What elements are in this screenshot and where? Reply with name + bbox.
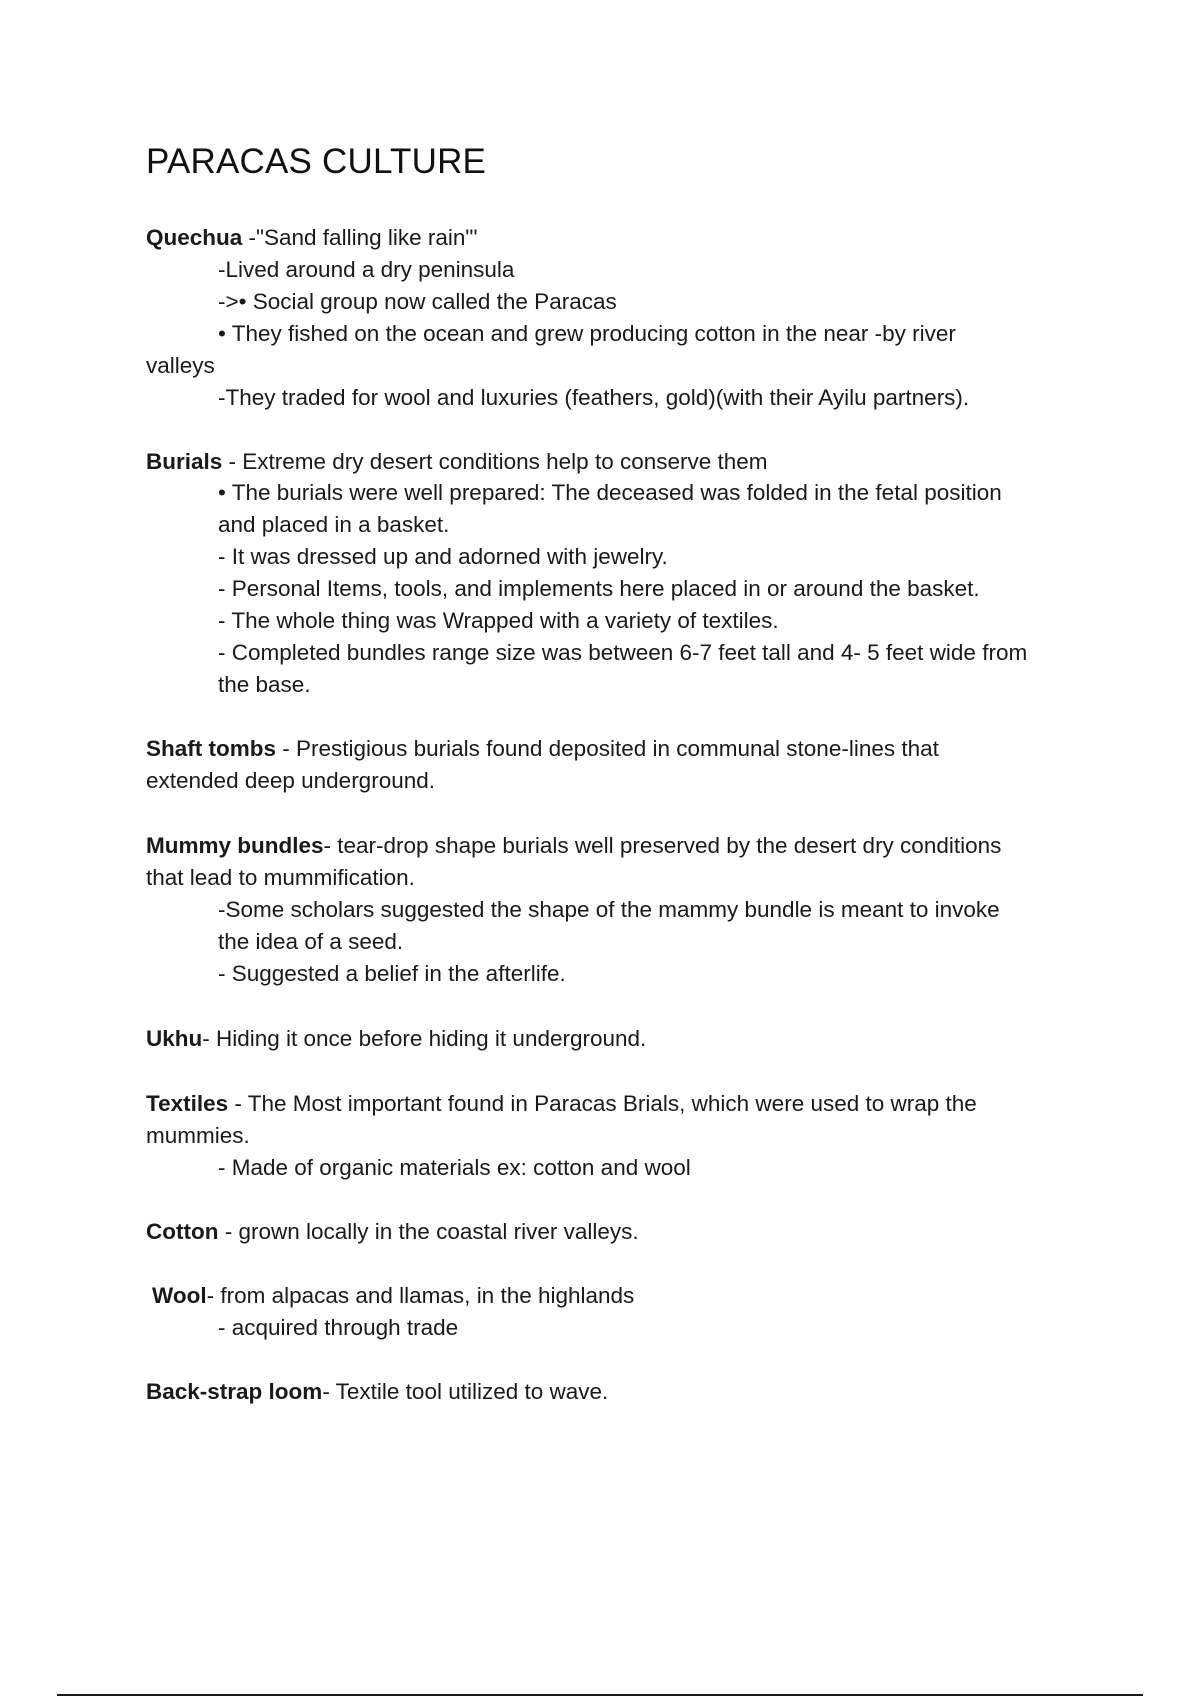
- wool-bullet-1: - acquired through trade: [218, 1315, 459, 1340]
- cotton-definition: - grown locally in the coastal river valleys.: [218, 1219, 639, 1244]
- mummy-bundles-bullet-1: -Some scholars suggested the shape of the mammy bundle is meant to invoke: [218, 897, 1000, 922]
- quechua-entry: [146, 222, 478, 254]
- mummy-bundles-bullet-1-wrap: the idea of a seed.: [218, 929, 404, 954]
- mummy-bundles-continuation: that lead to mummification.: [146, 865, 415, 890]
- burials-bullet-1-wrap: and placed in a basket.: [218, 512, 450, 537]
- quechua-term: Quechua: [146, 225, 243, 250]
- quechua-bullet-2: ->• Social group now called the Paracas: [218, 289, 617, 314]
- burials-bullet-5: - Completed bundles range size was between 6-7 feet tall and 4- 5 feet wide from: [218, 640, 1028, 665]
- back-strap-loom-definition: - Textile tool utilized to wave.: [322, 1379, 609, 1404]
- burials-bullet-2: - It was dressed up and adorned with jewelry.: [218, 544, 668, 569]
- burials-bullet-1: • The burials were well prepared: The deceased was folded in the fetal position: [218, 480, 1002, 505]
- wool-entry: [152, 1280, 634, 1312]
- burials-definition: - Extreme dry desert conditions help to conserve them: [222, 449, 768, 474]
- mummy-bundles-term: Mummy bundles: [146, 833, 324, 858]
- burials-entry: [146, 446, 768, 478]
- textiles-definition: - The Most important found in Paracas Brials, which were used to wrap the: [228, 1091, 977, 1116]
- back-strap-loom-entry: [146, 1376, 608, 1408]
- mummy-bundles-bullet-2: - Suggested a belief in the afterlife.: [218, 961, 566, 986]
- burials-bullet-4: - The whole thing was Wrapped with a variety of textiles.: [218, 608, 779, 633]
- quechua-bullet-3-wrap: valleys: [146, 353, 215, 378]
- quechua-bullet-1: -Lived around a dry peninsula: [218, 257, 515, 282]
- wool-definition: - from alpacas and llamas, in the highlands: [206, 1283, 635, 1308]
- burials-term: Burials: [146, 449, 223, 474]
- cotton-term: Cotton: [146, 1219, 219, 1244]
- textiles-continuation: mummies.: [146, 1123, 250, 1148]
- shaft-tombs-continuation: extended deep underground.: [146, 768, 435, 793]
- page-title: PARACAS CULTURE: [146, 142, 487, 181]
- ukhu-entry: [146, 1023, 646, 1055]
- mummy-bundles-definition: - tear-drop shape burials well preserved by the desert dry conditions: [323, 833, 1002, 858]
- back-strap-loom-term: Back-strap loom: [146, 1379, 323, 1404]
- mummy-bundles-entry: [146, 830, 1001, 862]
- footer-divider: [57, 1694, 1143, 1696]
- quechua-bullet-4: -They traded for wool and luxuries (feathers, gold)(with their Ayilu partners).: [218, 385, 970, 410]
- textiles-entry: [146, 1088, 977, 1120]
- ukhu-term: Ukhu: [146, 1026, 203, 1051]
- quechua-definition: -"Sand falling like rain"': [242, 225, 478, 250]
- burials-bullet-5-wrap: the base.: [218, 672, 311, 697]
- shaft-tombs-definition: - Prestigious burials found deposited in communal stone-lines that: [276, 736, 939, 761]
- quechua-bullet-3: • They fished on the ocean and grew producing cotton in the near -by river: [218, 321, 956, 346]
- burials-bullet-3: - Personal Items, tools, and implements here placed in or around the basket.: [218, 576, 980, 601]
- shaft-tombs-term: Shaft tombs: [146, 736, 277, 761]
- textiles-term: Textiles: [146, 1091, 229, 1116]
- ukhu-definition: - Hiding it once before hiding it underground.: [202, 1026, 647, 1051]
- cotton-entry: [146, 1216, 639, 1248]
- shaft-tombs-entry: [146, 733, 939, 765]
- wool-term: Wool: [152, 1283, 207, 1308]
- textiles-bullet-1: - Made of organic materials ex: cotton and wool: [218, 1155, 691, 1180]
